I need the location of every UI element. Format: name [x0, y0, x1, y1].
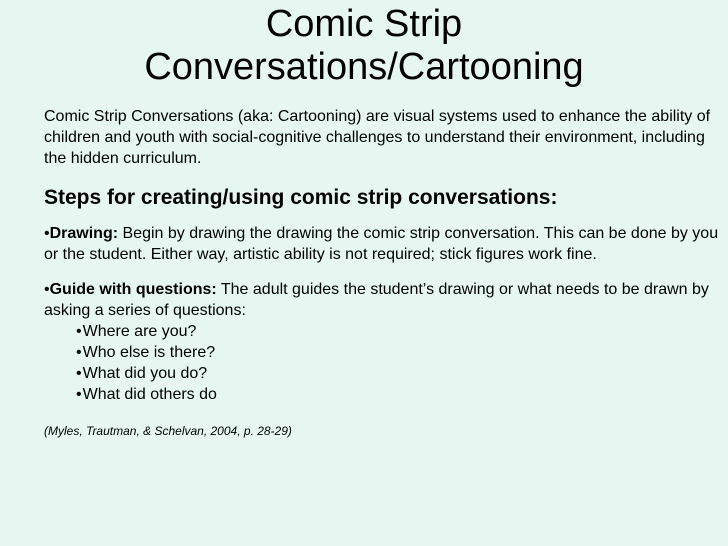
- list-item: • What did others do: [76, 384, 724, 405]
- step-text: Begin by drawing the drawing the comic strip conversation. This can be done by you or the student. Either way, artistic ability is not required; stick figures work fine.: [44, 225, 719, 263]
- step-text: The adult guides the student’s drawing or what needs to be drawn by asking a series of questions:: [44, 281, 709, 319]
- list-item: • Where are you?: [76, 321, 724, 342]
- step-drawing: [44, 223, 724, 265]
- step-guide-with-questions: [44, 279, 724, 321]
- step-label: Drawing:: [49, 225, 119, 242]
- intro-paragraph: Comic Strip Conversations (aka: Cartooning) are visual systems used to enhance the ability of children and youth with social-cognitive challenges to understand their environment, including the hidden curriculum.: [44, 108, 711, 167]
- steps-heading: Steps for creating/using comic strip conversations:: [44, 186, 558, 209]
- slide-body: [44, 106, 724, 439]
- citation: (Myles, Trautman, & Schelvan, 2004, p. 28-29): [44, 424, 292, 438]
- list-item: • Who else is there?: [76, 342, 724, 363]
- slide-title: [0, 0, 728, 89]
- question-list: [44, 321, 724, 405]
- step-label: Guide with questions:: [49, 281, 217, 298]
- title-line-1: Comic Strip: [265, 3, 463, 45]
- title-line-2: Conversations/Cartooning: [144, 46, 584, 88]
- bullet: •: [44, 225, 50, 242]
- bullet: •: [44, 281, 50, 298]
- list-item: • What did you do?: [76, 363, 724, 384]
